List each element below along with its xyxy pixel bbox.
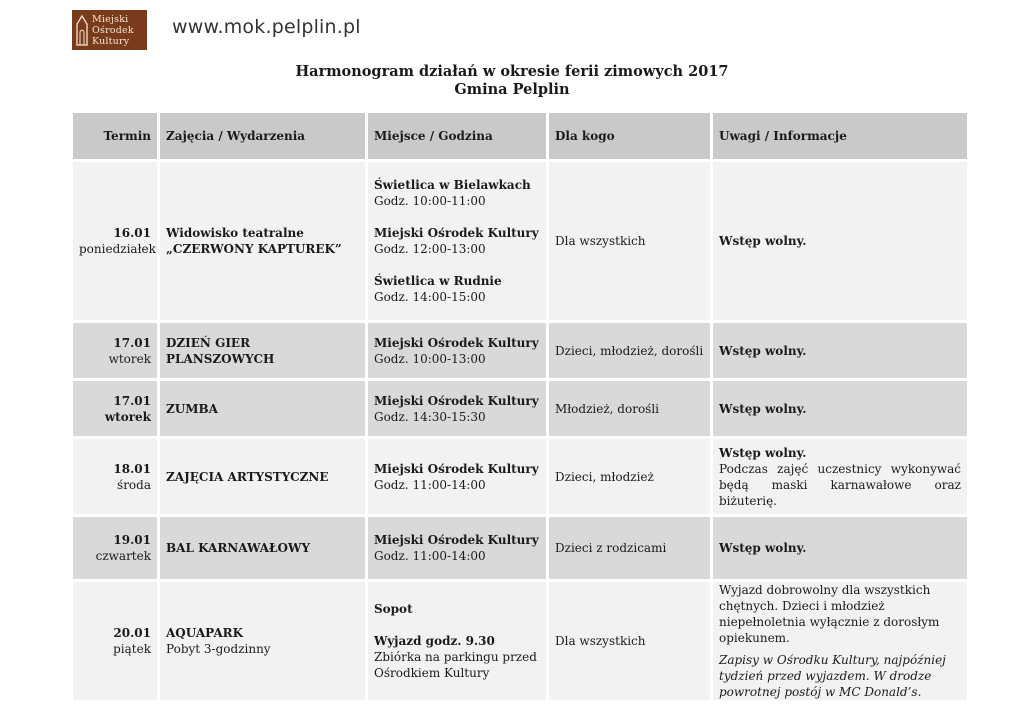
info-title: Wstęp wolny. xyxy=(719,445,807,460)
departure-time: Wyjazd godz. 9.30 xyxy=(374,634,495,648)
info-note: Wyjazd dobrowolny dla wszystkich chętnych. Dzieci i młodzież niepełnoletnia wyłącznie z dorosłym opiekunem. xyxy=(719,583,940,645)
table-row xyxy=(73,517,967,579)
meeting-point: Zbiórka na parkingu przed Ośrodkiem Kultury xyxy=(374,650,537,680)
logo-line-3: Kultury xyxy=(92,35,130,47)
term-cell xyxy=(73,439,157,514)
term-cell xyxy=(73,517,157,579)
event-subtitle: Pobyt 3-godzinny xyxy=(166,642,271,656)
place-time: Godz. 11:00-14:00 xyxy=(374,477,486,492)
logo-line-1: Miejski xyxy=(92,13,129,25)
place-name: Miejski Ośrodek Kultury xyxy=(374,226,539,240)
table-row xyxy=(73,381,967,436)
term-cell xyxy=(73,381,157,436)
place-time: Godz. 11:00-14:00 xyxy=(374,549,486,563)
info-cell: Wstęp wolny. xyxy=(713,517,967,579)
place-name: Miejski Ośrodek Kultury xyxy=(374,335,539,350)
row-date: 16.01 xyxy=(113,226,151,240)
row-date: 19.01 xyxy=(113,533,151,547)
info-cell: Wstęp wolny. xyxy=(713,162,967,320)
mok-logo xyxy=(72,10,147,50)
row-day: wtorek xyxy=(104,409,151,424)
page-title xyxy=(0,63,1024,99)
info-italic: Zapisy w Ośrodku Kultury, najpóźniej tydzień przed wyjazdem. W drodze powrotnej postój w MC Donald’s. xyxy=(719,653,946,699)
place-name: Świetlica w Rudnie xyxy=(374,274,502,288)
place-cell xyxy=(368,162,546,320)
event-name: Widowisko teatralne xyxy=(166,226,304,240)
place-cell xyxy=(368,517,546,579)
place-cell xyxy=(368,439,546,514)
row-date: 17.01 xyxy=(113,393,151,408)
info-cell: Wstęp wolny. xyxy=(713,381,967,436)
table-row xyxy=(73,323,967,378)
info-cell xyxy=(713,582,967,700)
place-name: Świetlica w Bielawkach xyxy=(374,178,531,192)
header-place: Miejsce / Godzina xyxy=(368,113,546,159)
table-row xyxy=(73,162,967,320)
event-cell xyxy=(160,162,365,320)
schedule-table xyxy=(70,110,970,703)
table-row xyxy=(73,439,967,514)
event-cell: BAL KARNAWAŁOWY xyxy=(160,517,365,579)
event-cell: ZAJĘCIA ARTYSTYCZNE xyxy=(160,439,365,514)
row-day: czwartek xyxy=(95,549,151,563)
place-time: Godz. 10:00-13:00 xyxy=(374,351,486,366)
header-audience: Dla kogo xyxy=(549,113,710,159)
event-subtitle: „CZERWONY KAPTUREK” xyxy=(166,242,342,256)
place-name: Miejski Ośrodek Kultury xyxy=(374,461,539,476)
term-cell xyxy=(73,582,157,700)
place-cell xyxy=(368,381,546,436)
place-time: Godz. 10:00-11:00 xyxy=(374,194,486,208)
audience-cell: Dla wszystkich xyxy=(549,162,710,320)
place-time: Godz. 14:30-15:30 xyxy=(374,409,486,424)
title-line-1: Harmonogram działań w okresie ferii zimowych 2017 xyxy=(295,63,729,80)
row-day: środa xyxy=(117,477,151,492)
site-url[interactable]: www.mok.pelplin.pl xyxy=(172,16,361,38)
info-detail: Podczas zajęć uczestnicy wykonywać będą maski karnawałowe oraz biżuterię. xyxy=(719,461,961,508)
header-event: Zajęcia / Wydarzenia xyxy=(160,113,365,159)
place-name: Miejski Ośrodek Kultury xyxy=(374,533,539,547)
title-line-2: Gmina Pelplin xyxy=(454,81,570,98)
audience-cell: Dzieci z rodzicami xyxy=(549,517,710,579)
header-info: Uwagi / Informacje xyxy=(713,113,967,159)
church-emblem-icon xyxy=(75,14,89,46)
audience-cell: Młodzież, dorośli xyxy=(549,381,710,436)
place-cell xyxy=(368,582,546,700)
row-date: 20.01 xyxy=(113,626,151,640)
row-day: poniedziałek xyxy=(79,242,156,256)
term-cell xyxy=(73,323,157,378)
audience-cell: Dla wszystkich xyxy=(549,582,710,700)
row-date: 18.01 xyxy=(113,461,151,476)
place-time: Godz. 14:00-15:00 xyxy=(374,290,486,304)
event-cell xyxy=(160,582,365,700)
info-cell: Wstęp wolny. xyxy=(713,323,967,378)
event-name: AQUAPARK xyxy=(166,626,244,640)
table-header-row xyxy=(73,113,967,159)
event-cell: DZIEŃ GIER PLANSZOWYCH xyxy=(160,323,365,378)
row-date: 17.01 xyxy=(113,335,151,350)
term-cell xyxy=(73,162,157,320)
row-day: wtorek xyxy=(108,351,151,366)
place-time: Godz. 12:00-13:00 xyxy=(374,242,486,256)
header-term: Termin xyxy=(73,113,157,159)
event-cell: ZUMBA xyxy=(160,381,365,436)
place-name: Miejski Ośrodek Kultury xyxy=(374,393,539,408)
audience-cell: Dzieci, młodzież, dorośli xyxy=(549,323,710,378)
audience-cell: Dzieci, młodzież xyxy=(549,439,710,514)
row-day: piątek xyxy=(113,642,151,656)
info-cell xyxy=(713,439,967,514)
table-row xyxy=(73,582,967,700)
place-name: Sopot xyxy=(374,602,413,616)
place-cell xyxy=(368,323,546,378)
logo-line-2: Ośrodek xyxy=(92,24,134,36)
